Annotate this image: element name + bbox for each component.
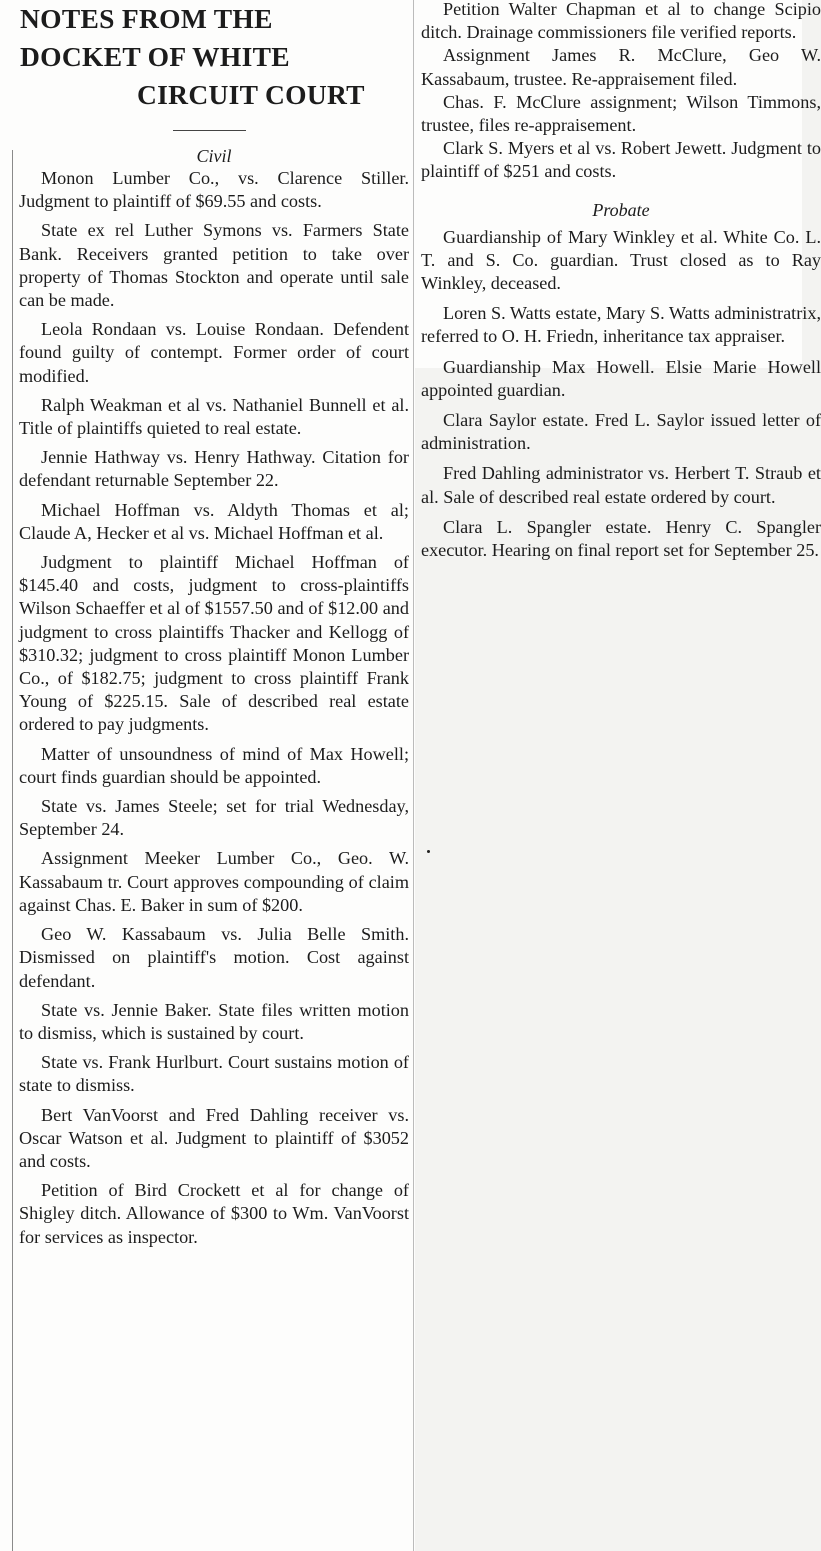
docket-entry: Guardianship Max Howell. Elsie Marie Howell appointed guardian. — [421, 356, 821, 400]
docket-entry: Petition of Bird Crockett et al for change of Shigley ditch. Allowance of $300 to Wm. VanVoorst for services as inspector. — [19, 1180, 409, 1247]
docket-entry: Guardianship of Mary Winkley et al. White Co. L. T. and S. Co. guardian. Trust closed as to Ray Winkley, deceased. — [421, 226, 821, 294]
docket-entry: Fred Dahling administrator vs. Herbert T. Straub et al. Sale of described real estate ordered by court. — [421, 463, 821, 507]
docket-entry: Judgment to plaintiff Michael Hoffman of $145.40 and costs, judgment to cross-plaintiffs Wilson Schaeffer et al of $1557.50 and of $12.00 and judgment to cross plaintiffs Thacker and Kellogg of $310.32; judgment to cross plaintiff Monon Lumber Co., of $182.75; judgment to cross plaintiff Frank Young of $225.15. Sale of described real estate ordered to pay judgments. — [19, 552, 409, 735]
docket-entry: Clara L. Spangler estate. Henry C. Spangler executor. Hearing on final report set for September 25. — [421, 516, 821, 561]
docket-entry: State vs. Frank Hurlburt. Court sustains motion of state to dismiss. — [19, 1052, 409, 1096]
headline — [20, 0, 415, 114]
docket-entry: Jennie Hathway vs. Henry Hathway. Citation for defendant returnable September 22. — [19, 447, 409, 491]
left-column-text — [19, 143, 409, 1255]
section-heading-probate: Probate — [592, 199, 650, 220]
docket-entry: Bert VanVoorst and Fred Dahling receiver vs. Oscar Watson et al. Judgment to plaintiff of $3052 and costs. — [19, 1104, 409, 1171]
headline-line-1: NOTES FROM THE — [20, 3, 273, 34]
right-column-clipping — [415, 0, 821, 561]
docket-entry: Petition Walter Chapman et al to change Scipio ditch. Drainage commissioners file verified reports. — [421, 0, 821, 43]
docket-entry: Leola Rondaan vs. Louise Rondaan. Defendent found guilty of contempt. Former order of court modified. — [19, 319, 409, 386]
docket-entry: State vs. Jennie Baker. State files written motion to dismiss, which is sustained by court. — [19, 999, 409, 1043]
docket-entry: Clara Saylor estate. Fred L. Saylor issued letter of administration. — [421, 410, 821, 454]
docket-entry: Ralph Weakman et al vs. Nathaniel Bunnell et al. Title of plaintiffs quieted to real estate. — [19, 394, 409, 439]
docket-entry: Matter of unsoundness of mind of Max Howell; court finds guardian should be appointed. — [19, 743, 409, 787]
docket-entry: Clark S. Myers et al vs. Robert Jewett. Judgment to plaintiff of $251 and costs. — [421, 138, 821, 182]
docket-entry: Loren S. Watts estate, Mary S. Watts administratrix, referred to O. H. Friedn, inheritance tax appraiser. — [421, 303, 821, 347]
headline-divider — [173, 130, 246, 131]
headline-line-2: DOCKET OF WHITE — [20, 41, 290, 72]
ink-speck — [427, 850, 430, 853]
right-column-text — [421, 0, 821, 569]
docket-entry: Chas. F. McClure assignment; Wilson Timmons, trustee, files re-appraisement. — [421, 91, 821, 136]
docket-entry: Michael Hoffman vs. Aldyth Thomas et al; Claude A, Hecker et al vs. Michael Hoffman et al. — [19, 499, 409, 543]
headline-line-3: CIRCUIT COURT — [137, 79, 365, 110]
docket-entry: State vs. James Steele; set for trial Wednesday, September 24. — [19, 796, 409, 840]
docket-entry: Geo W. Kassabaum vs. Julia Belle Smith. Dismissed on plaintiff's motion. Cost against defendant. — [19, 924, 409, 991]
docket-entry: Monon Lumber Co., vs. Clarence Stiller. Judgment to plaintiff of $69.55 and costs. — [19, 168, 409, 212]
column-gutter — [413, 0, 414, 1551]
docket-entry: Assignment James R. McClure, Geo W. Kassabaum, trustee. Re-appraisement filed. — [421, 45, 821, 89]
docket-entry: Assignment Meeker Lumber Co., Geo. W. Kassabaum tr. Court approves compounding of claim against Chas. E. Baker in sum of $200. — [19, 848, 409, 915]
column-edge-rule — [12, 150, 13, 1551]
section-heading-civil: Civil — [196, 146, 232, 166]
docket-entry: State ex rel Luther Symons vs. Farmers State Bank. Receivers granted petition to take over property of Thomas Stockton and operate until sale can be made. — [19, 220, 409, 311]
